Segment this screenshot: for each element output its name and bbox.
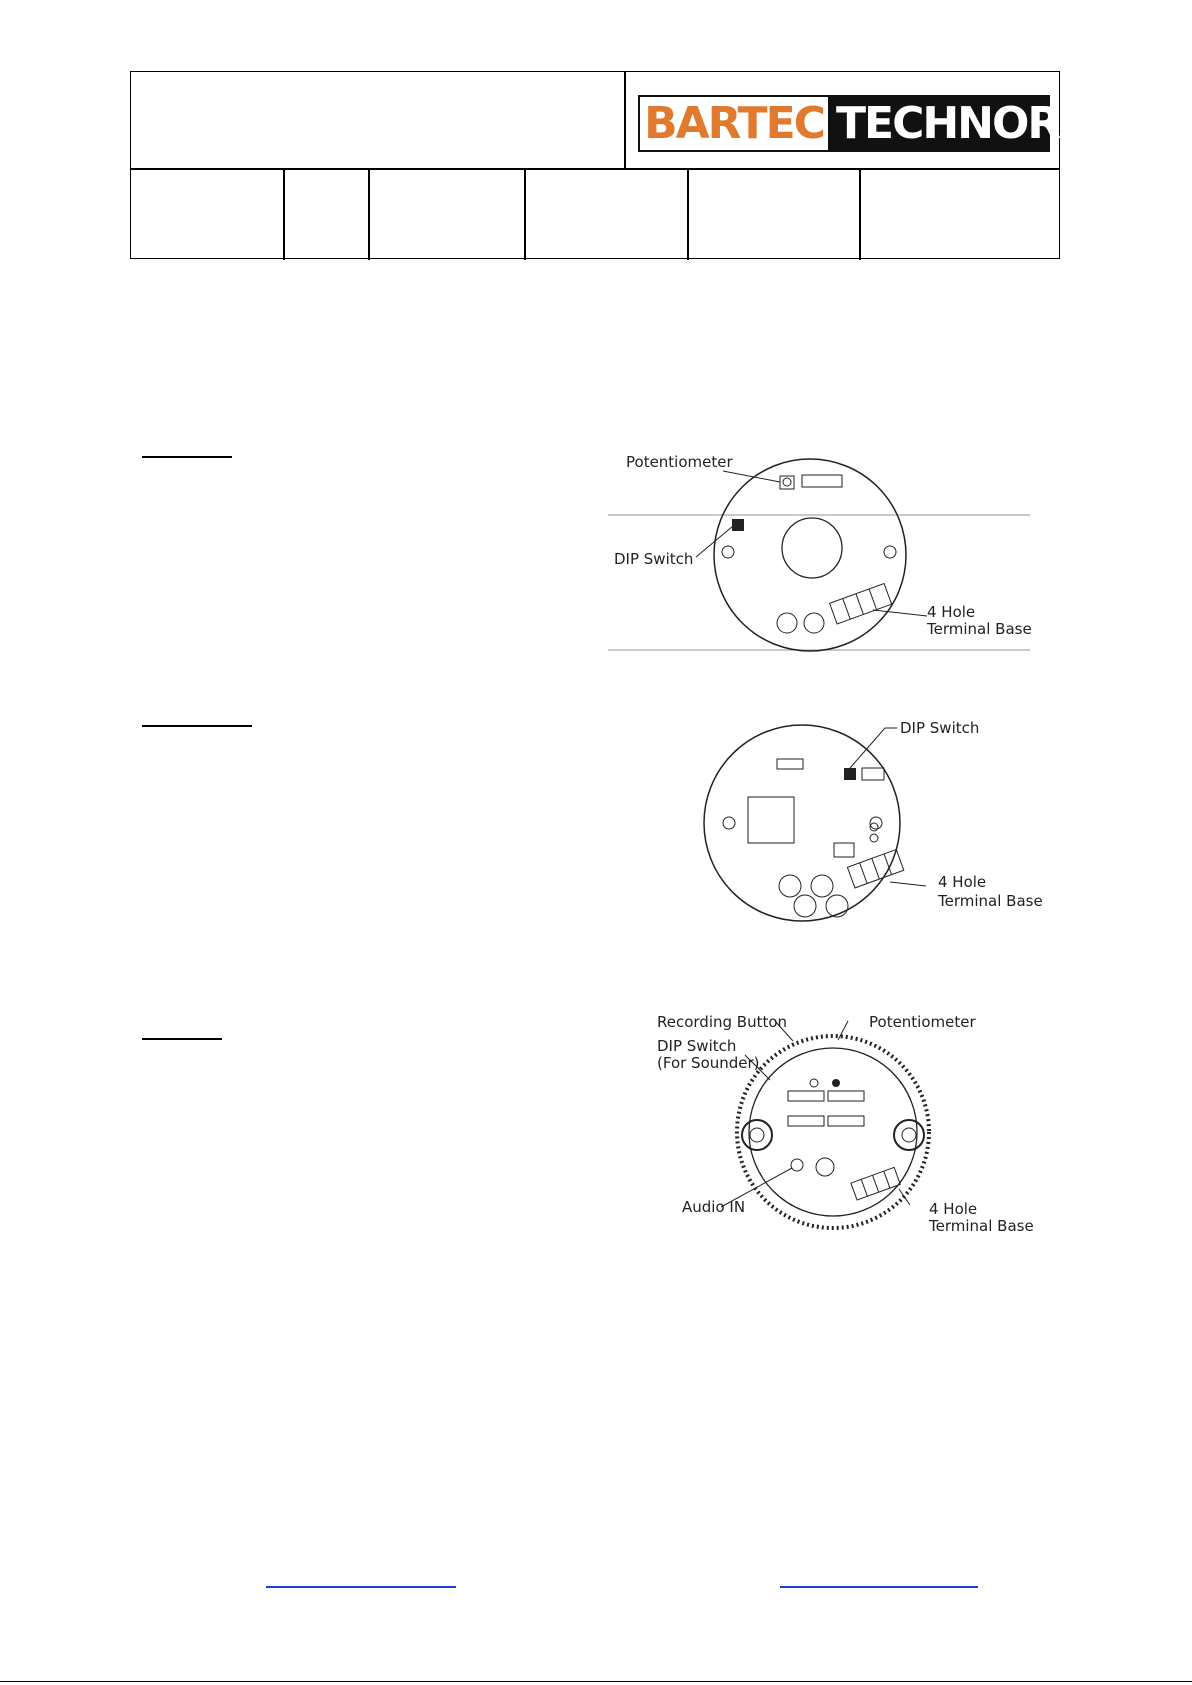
footer-link-underline-left[interactable] bbox=[266, 1586, 456, 1588]
fig3-dip-switch-label-1: DIP Switch bbox=[657, 1037, 737, 1055]
section-underline-2 bbox=[142, 725, 252, 727]
footer-link-underline-right[interactable] bbox=[780, 1586, 978, 1588]
figure-3-sounder-board-diagram bbox=[645, 1005, 1045, 1245]
fig2-dip-switch-label: DIP Switch bbox=[900, 719, 980, 737]
page-bottom-rule bbox=[0, 1681, 1192, 1682]
fig3-terminal-label-1: 4 Hole bbox=[929, 1200, 978, 1218]
fig1-terminal-label-1: 4 Hole bbox=[927, 603, 976, 621]
section-underline-3 bbox=[142, 1038, 222, 1040]
fig2-terminal-label-1: 4 Hole bbox=[938, 873, 987, 891]
fig2-terminal-label-2: Terminal Base bbox=[938, 892, 1043, 910]
figure-2-board-diagram bbox=[700, 710, 1060, 930]
fig3-terminal-label-2: Terminal Base bbox=[929, 1217, 1034, 1235]
company-logo bbox=[638, 95, 1060, 152]
fig3-audio-in-label: Audio IN bbox=[682, 1198, 746, 1216]
fig1-potentiometer-label: Potentiometer bbox=[626, 453, 733, 471]
fig1-dip-switch-label: DIP Switch bbox=[614, 550, 694, 568]
fig1-terminal-label-2: Terminal Base bbox=[927, 620, 1032, 638]
figure-1-board-diagram bbox=[600, 440, 1040, 660]
logo-left-text: BARTEC bbox=[640, 97, 828, 150]
section-underline-1 bbox=[142, 456, 232, 458]
logo-right-text: TECHNOR bbox=[836, 98, 1060, 149]
fig3-dip-switch-label-2: (For Sounder) bbox=[657, 1054, 760, 1072]
fig3-recording-button-label: Recording Button bbox=[657, 1013, 788, 1031]
fig3-potentiometer-label: Potentiometer bbox=[869, 1013, 976, 1031]
